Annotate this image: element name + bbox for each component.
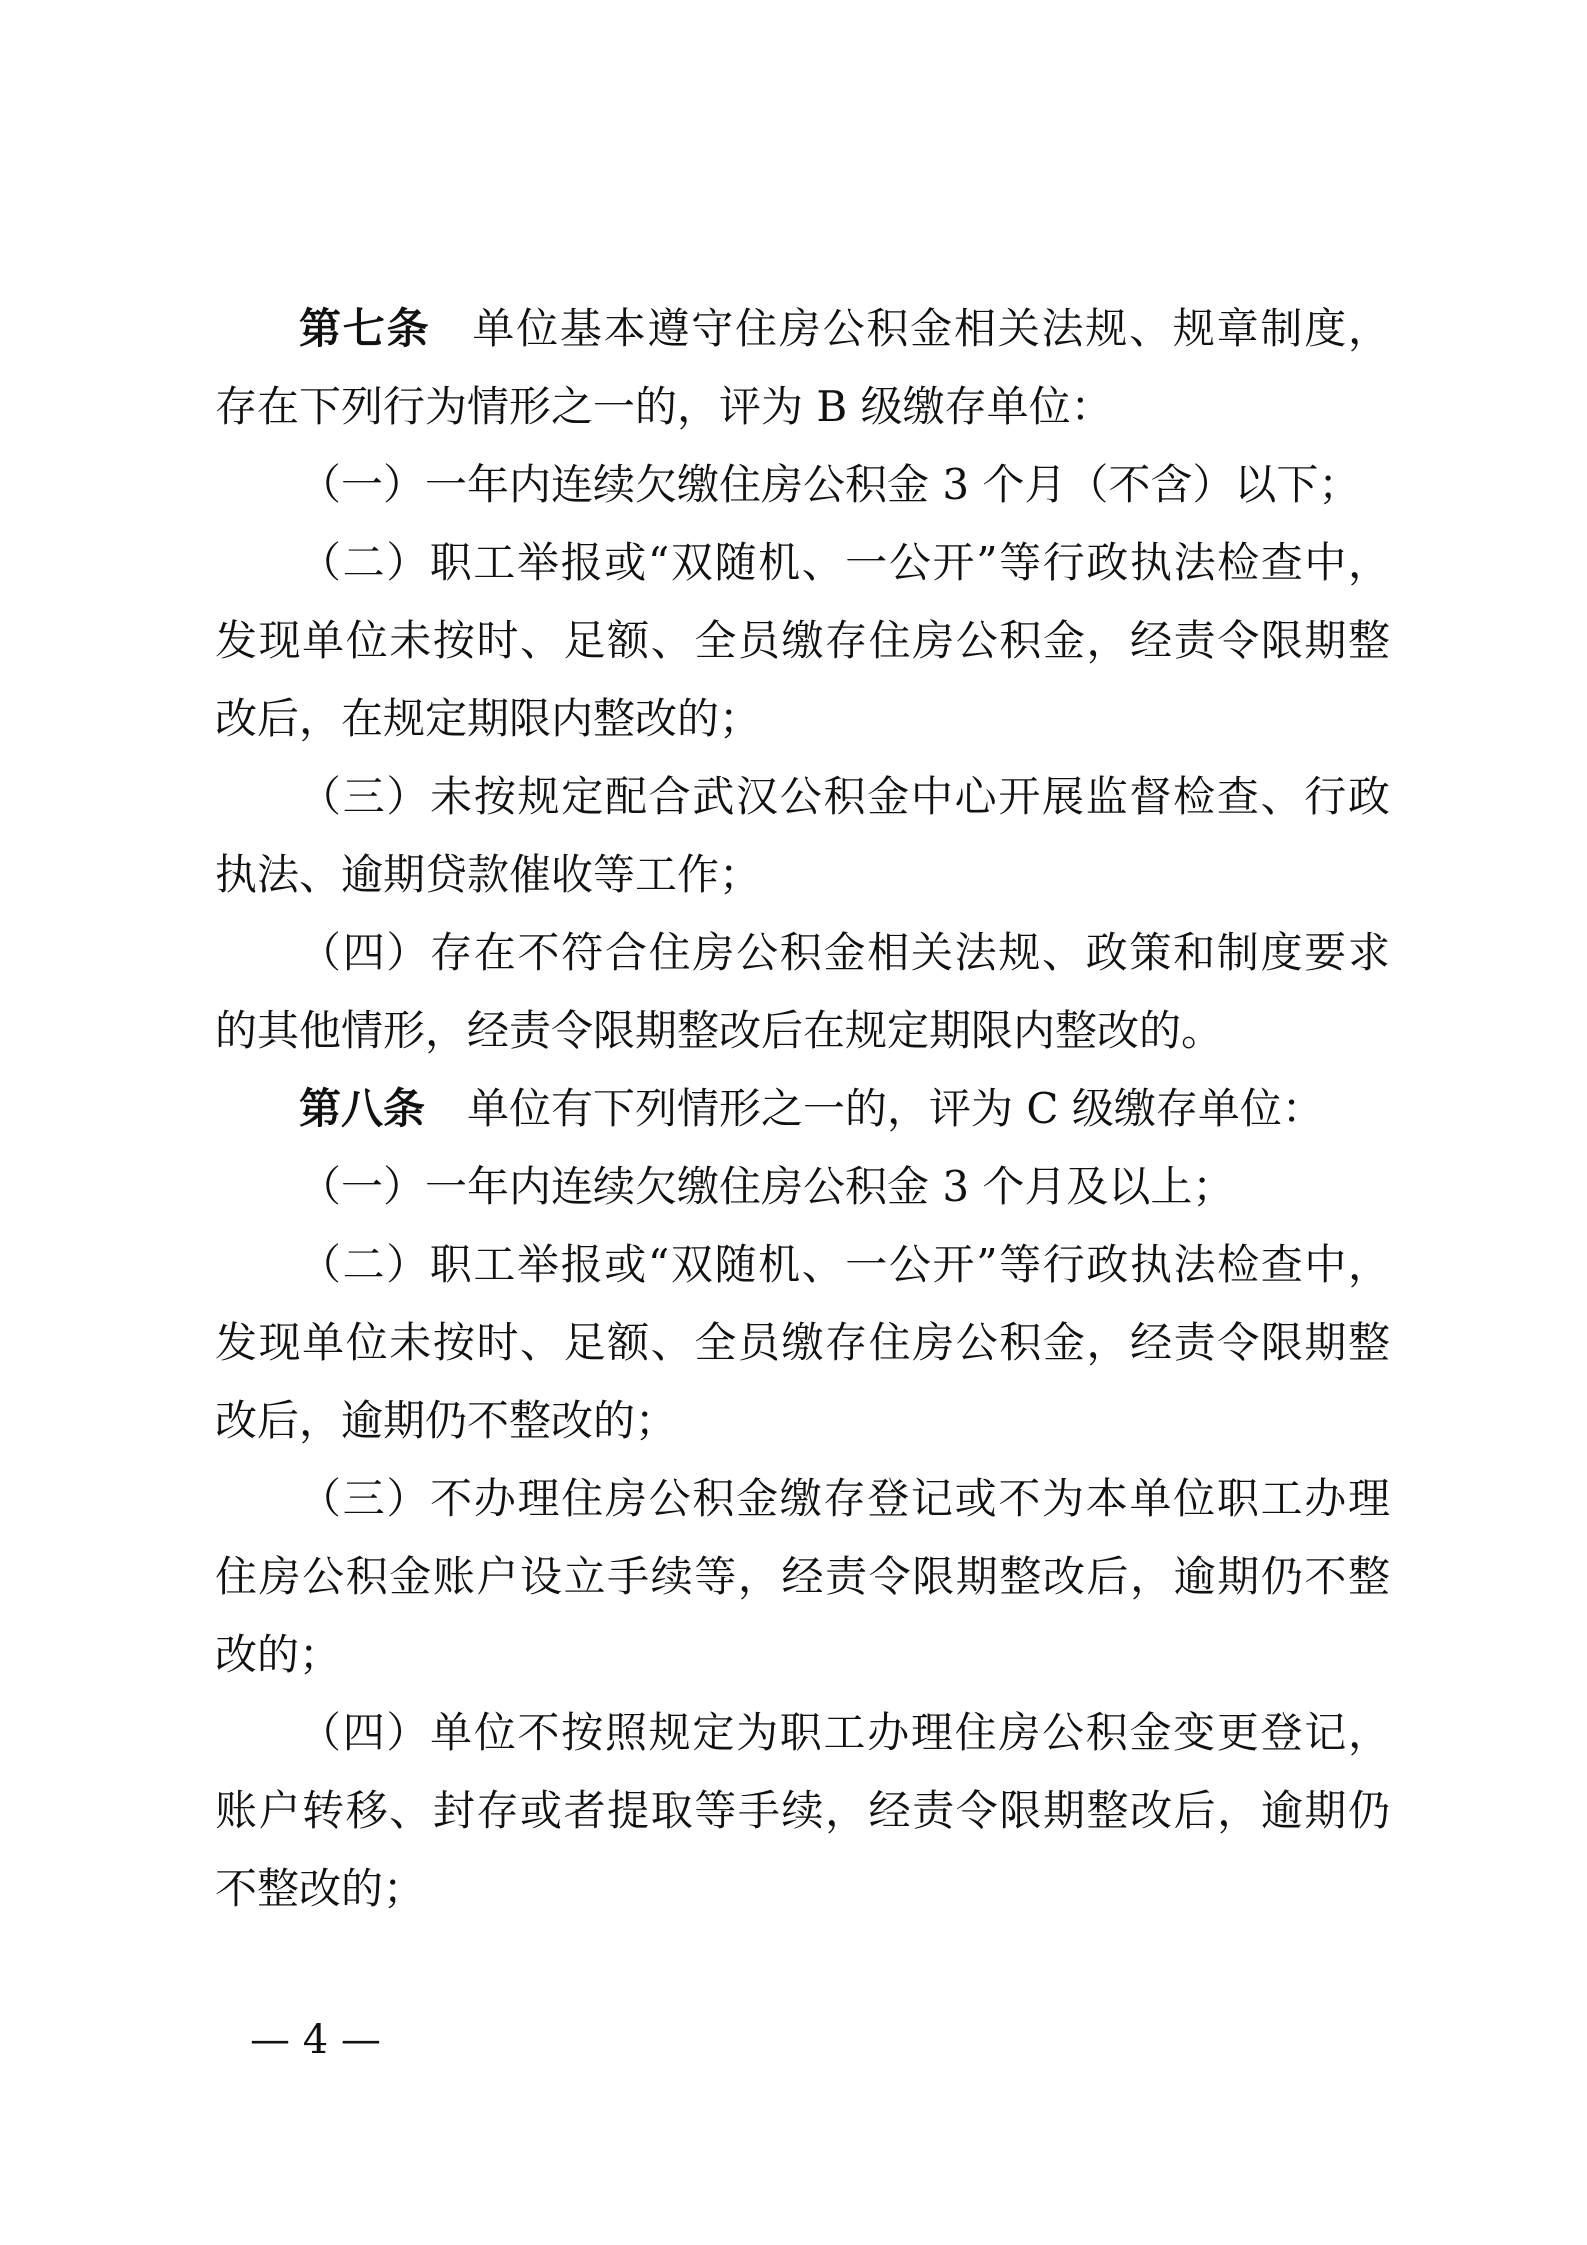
article-8-item-2-line-3: 改后，逾期仍不整改的； [215, 1396, 678, 1445]
article-8-item-2-line-1: （二）职工举报或“双随机、一公开”等行政执法检查中， [299, 1240, 1390, 1289]
article-7-item-2-line-2: 发现单位未按时、足额、全员缴存住房公积金，经责令限期整 [215, 616, 1390, 665]
article-8-item-3-line-1: （三）不办理住房公积金缴存登记或不为本单位职工办理 [299, 1474, 1390, 1523]
article-8-intro-1: 单位有下列情形之一的，评为 C 级缴存单位： [467, 1084, 1324, 1133]
article-7-item-3-line-2: 执法、逾期贷款催收等工作； [215, 850, 762, 899]
article-8-item-4-line-2: 账户转移、封存或者提取等手续，经责令限期整改后，逾期仍 [215, 1786, 1390, 1835]
article-8-item-4-line-1: （四）单位不按照规定为职工办理住房公积金变更登记， [299, 1708, 1390, 1757]
article-7-item-4-line-2: 的其他情形，经责令限期整改后在规定期限内整改的。 [215, 1006, 1224, 1055]
article-7-item-1-line-1: （一）一年内连续欠缴住房公积金 3 个月（不含）以下； [299, 460, 1361, 509]
page-number: — 4 — [250, 2017, 381, 2063]
article-8-item-1-line-1: （一）一年内连续欠缴住房公积金 3 个月及以上； [299, 1162, 1235, 1211]
article-8-line-1 [215, 1070, 1390, 1148]
document-body [215, 290, 1390, 1928]
article-7-item-2-line-1: （二）职工举报或“双随机、一公开”等行政执法检查中， [299, 538, 1390, 587]
article-7-item-4-line-1: （四）存在不符合住房公积金相关法规、政策和制度要求 [299, 928, 1390, 977]
article-8-item-3-line-3: 改的； [215, 1630, 342, 1679]
article-8-number: 第八条 [299, 1084, 426, 1133]
article-7-intro-1: 单位基本遵守住房公积金相关法规、规章制度， [472, 304, 1390, 353]
article-8-item-3-line-2: 住房公积金账户设立手续等，经责令限期整改后，逾期仍不整 [215, 1552, 1390, 1601]
article-7-number: 第七条 [299, 304, 431, 353]
article-7-item-3-line-1: （三）未按规定配合武汉公积金中心开展监督检查、行政 [299, 772, 1390, 821]
article-8-item-4-line-3: 不整改的； [215, 1864, 426, 1913]
article-8-item-2-line-2: 发现单位未按时、足额、全员缴存住房公积金，经责令限期整 [215, 1318, 1390, 1367]
article-7-line-1 [215, 290, 1390, 368]
article-7-intro-2: 存在下列行为情形之一的，评为 B 级缴存单位： [215, 382, 1113, 431]
article-7-item-2-line-3: 改后，在规定期限内整改的； [215, 694, 762, 743]
